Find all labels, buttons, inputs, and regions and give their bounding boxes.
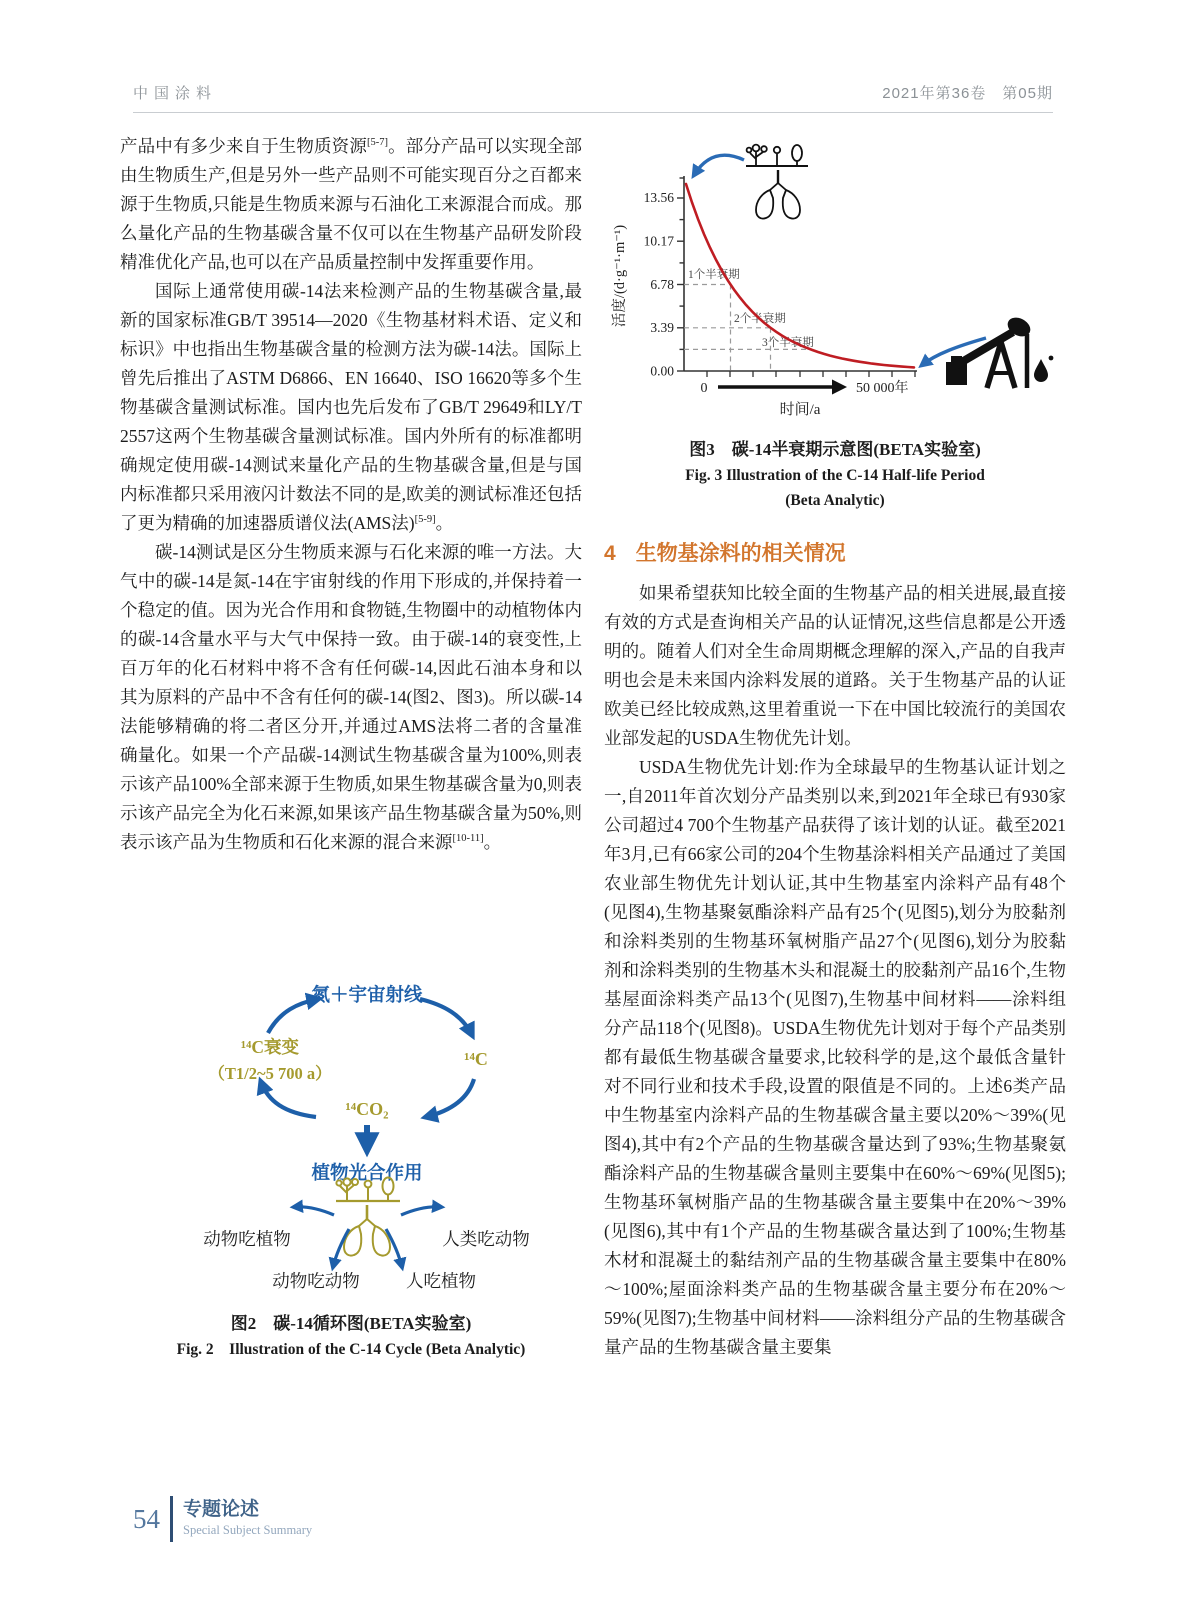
figure3-caption-en-2: (Beta Analytic) [785, 492, 885, 509]
footer-divider-bar [170, 1496, 173, 1542]
reference-superscript: [5-9] [414, 514, 436, 526]
figure2-diagram [120, 953, 582, 1295]
paragraph-2-text: 国际上通常使用碳-14法来检测产品的生物基碳含量,最新的国家标准GB/T 39514—2020《生物基材料术语、定义和标识》中也指出生物基碳含量的检测方法为碳-14法。国际上曾先后推出了ASTM D6866、EN 16640、ISO 16620等多个生物基碳含量测试标准。国内也先后发布了GB/T 29649和LY/T 2557这两个生物基碳含量测试标准。国内外所有的标准都明确规定使用碳-14测试来量化产品的生物基碳含量,但是与国内标准都只采用液闪计数法不同的是,欧美的测试标准还包括了更为精确的加速器质谱仪法(AMS法) [120, 281, 582, 533]
node-photosynthesis: 植物光合作用 [311, 1164, 423, 1184]
half-life-guides [684, 285, 811, 372]
paragraph-5: USDA生物优先计划:作为全球最早的生物基认证计划之一,自2011年首次划分产品类别以来,到2021年全球已有930家公司超过4 700个生物基产品获得了该计划的认证。截至2021年3月,已有66家公司的204个生物基涂料相关产品通过了美国农业部生物优先计划认证,其中生物基室内涂料产品有48个(见图4),生物基聚氨酯涂料产品有25个(见图5),划分为胶黏剂和涂料类别的生物基环氧树脂产品27个(见图6),划分为胶黏剂和涂料类别的生物基木头和混凝土的胶黏剂产品16个,生物基屋面涂料类产品13个(见图7),生物基中间材料——涂料组分产品118个(见图8)。USDA生物优先计划对于每个产品类别都有最低生物基碳含量要求,比较科学的是,这个最低含量针对不同行业和技术手段,设置的限值是不同的。上述6类产品中生物基室内涂料产品的生物基碳含量主要以20%～39%(见图4),其中有2个产品的生物基碳含量达到了93%;生物基聚氨酯涂料产品的生物基碳含量则主要集中在60%～69%(见图5);生物基环氧树脂产品的生物基碳含量主要集中在20%～39%(见图6),其中有1个产品的生物基碳含量达到了100%;生物基木材和混凝土的黏结剂产品的生物基碳含量主要集中在80%～100%;屋面涂料类产品的生物基碳含量主要分布在20%～59%(见图7);生物基中间材料——涂料组分产品的生物基碳含量产品的生物基碳含量主要集 [604, 757, 1066, 1357]
footer-column-zh: 专题论述 [183, 1499, 260, 1520]
paragraph-3-text: 。 [483, 832, 502, 852]
section-heading [604, 537, 1066, 567]
y-axis-label: 活度/(d·g⁻¹·m⁻¹) [612, 224, 628, 328]
paragraph-1-text: 。部分产品可以实现全部由生物质生产,但是另外一些产品则不可能实现百分之百都来源于生物质,只能是生物质来源与石油化工来源混合而成。那么量化产品的生物基碳含量不仅可以在生物基产品研发阶段精准优化产品,也可以在产品质量控制中发挥重要作用。 [120, 136, 583, 272]
cycle-arrow-to-co2 [426, 1079, 474, 1117]
paragraph-1 [120, 132, 582, 277]
paragraph-4: 如果希望获知比较全面的生物基产品的相关进展,最直接有效的方式是查询相关产品的认证情况,这些信息都是公开透明的。随着人们对全生命周期概念理解的深入,产品的自我声明也会是未来国内涂料发展的道路。关于生物基产品的认证欧美已经比较成熟,这里着重说一下在中国比较流行的美国农业部发起的USDA生物优先计划。 [604, 583, 1066, 748]
y-tick-3.39: 3.39 [650, 320, 674, 335]
footer-column-en: Special Subject Summary [183, 1523, 313, 1537]
label-animal-eats-plant: 动物吃植物 [203, 1229, 291, 1249]
figure2-block [120, 953, 582, 1362]
x-end-label: 50 000年 [856, 381, 909, 396]
section-number: 4 [604, 542, 616, 565]
reference-superscript: [10-11] [452, 833, 484, 845]
paragraph-3-text: 碳-14测试是区分生物质来源与石化来源的唯一方法。大气中的碳-14是氮-14在宇宙射线的作用下形成的,并保持着一个稳定的值。因为光合作用和食物链,生物圈中的动植物体内的碳-14含量水平与大气中保持一致。由于碳-14的衰变性,上百万年的化石材料中将不含有任何碳-14,因此石油本身和以其为原料的产品中不含有任何的碳-14(图2、图3)。所以碳-14法能够精确的将二者区分开,并通过AMS法将二者的含量准确量化。如果一个产品碳-14测试生物基碳含量为100%,则表示该产品100%全部来源于生物质,如果生物基碳含量为0,则表示该产品完全为化石来源,如果该产品生物基碳含量为50%,则表示该产品为生物质和石化来源的混合来源 [120, 542, 582, 852]
arrow-animal-eats-plant [294, 1207, 334, 1215]
arrow-animal-eats-animal [333, 1229, 349, 1267]
figure3-caption-en-1: Fig. 3 Illustration of the C-14 Half-life Period [685, 467, 985, 484]
paragraph-1-text: 产品中有多少来自于生物质资源 [120, 136, 367, 156]
label-human-eats-plant: 人吃植物 [406, 1271, 476, 1291]
figure2-caption-en: Fig. 2 Illustration of the C-14 Cycle (Beta Analytic) [176, 1341, 526, 1358]
reference-superscript: [5-7] [366, 137, 388, 149]
node-c14-halflife-value: （T1/2~5 700 a） [208, 1064, 332, 1083]
right-column [604, 126, 1066, 1362]
cycle-arrow-to-c14 [420, 999, 472, 1035]
node-nitrogen-cosmic-rays: 氮＋宇宙射线 [311, 986, 423, 1006]
arrow-human-eats-plant [386, 1229, 402, 1267]
x-origin-label: 0 [700, 381, 708, 396]
atmosphere-plant-lungs-icon [746, 145, 808, 219]
footer-column-block [183, 1499, 312, 1539]
oil-pump-icon [946, 314, 1053, 388]
issue-info: 2021年第36卷 第05期 [882, 85, 1053, 102]
paragraph-2 [120, 277, 582, 538]
node-c14-decay: ¹⁴C衰变 [240, 1037, 300, 1057]
figure2-caption-zh: 图2 碳-14循环图(BETA实验室) [230, 1314, 472, 1333]
label-animal-eats-animal: 动物吃动物 [272, 1271, 360, 1291]
figure3-chart [604, 126, 1066, 421]
page-header [133, 82, 1053, 113]
cycle-arrow-to-decay [261, 1082, 316, 1117]
figure3-caption-zh: 图3 碳-14半衰期示意图(BETA实验室) [689, 440, 981, 459]
section-title: 生物基涂料的相关情况 [635, 542, 846, 565]
annotation-first-half-life: 1个半衰期 [688, 269, 740, 281]
x-axis-ticks [707, 371, 915, 377]
y-tick-13.56: 13.56 [643, 190, 674, 205]
annotation-third-half-life: 3个半衰期 [762, 337, 814, 349]
node-c14: ¹⁴C [464, 1049, 488, 1069]
page-footer [133, 1496, 312, 1542]
node-c14-co2: ¹⁴CO₂ [345, 1099, 389, 1119]
oil-droplet-icon [1034, 359, 1048, 382]
paragraph-3 [120, 538, 582, 857]
y-tick-6.78: 6.78 [650, 277, 674, 292]
annotation-second-half-life: 2个半衰期 [734, 313, 786, 325]
x-axis-label: 时间/a [779, 402, 821, 418]
y-tick-10.17: 10.17 [643, 233, 674, 249]
arrow-human-eats-animal [401, 1207, 441, 1215]
page-number: 54 [133, 1503, 160, 1534]
left-column [120, 132, 582, 1362]
paragraph-2-text: 。 [435, 513, 454, 533]
journal-title: 中国涂料 [133, 85, 218, 102]
y-tick-0.00: 0.00 [650, 363, 674, 379]
label-human-eats-animal: 人类吃动物 [442, 1229, 530, 1249]
plant-lungs-icon [336, 1178, 400, 1256]
y-axis-ticks [677, 178, 684, 371]
arrow-atmosphere-to-curve [694, 155, 744, 175]
